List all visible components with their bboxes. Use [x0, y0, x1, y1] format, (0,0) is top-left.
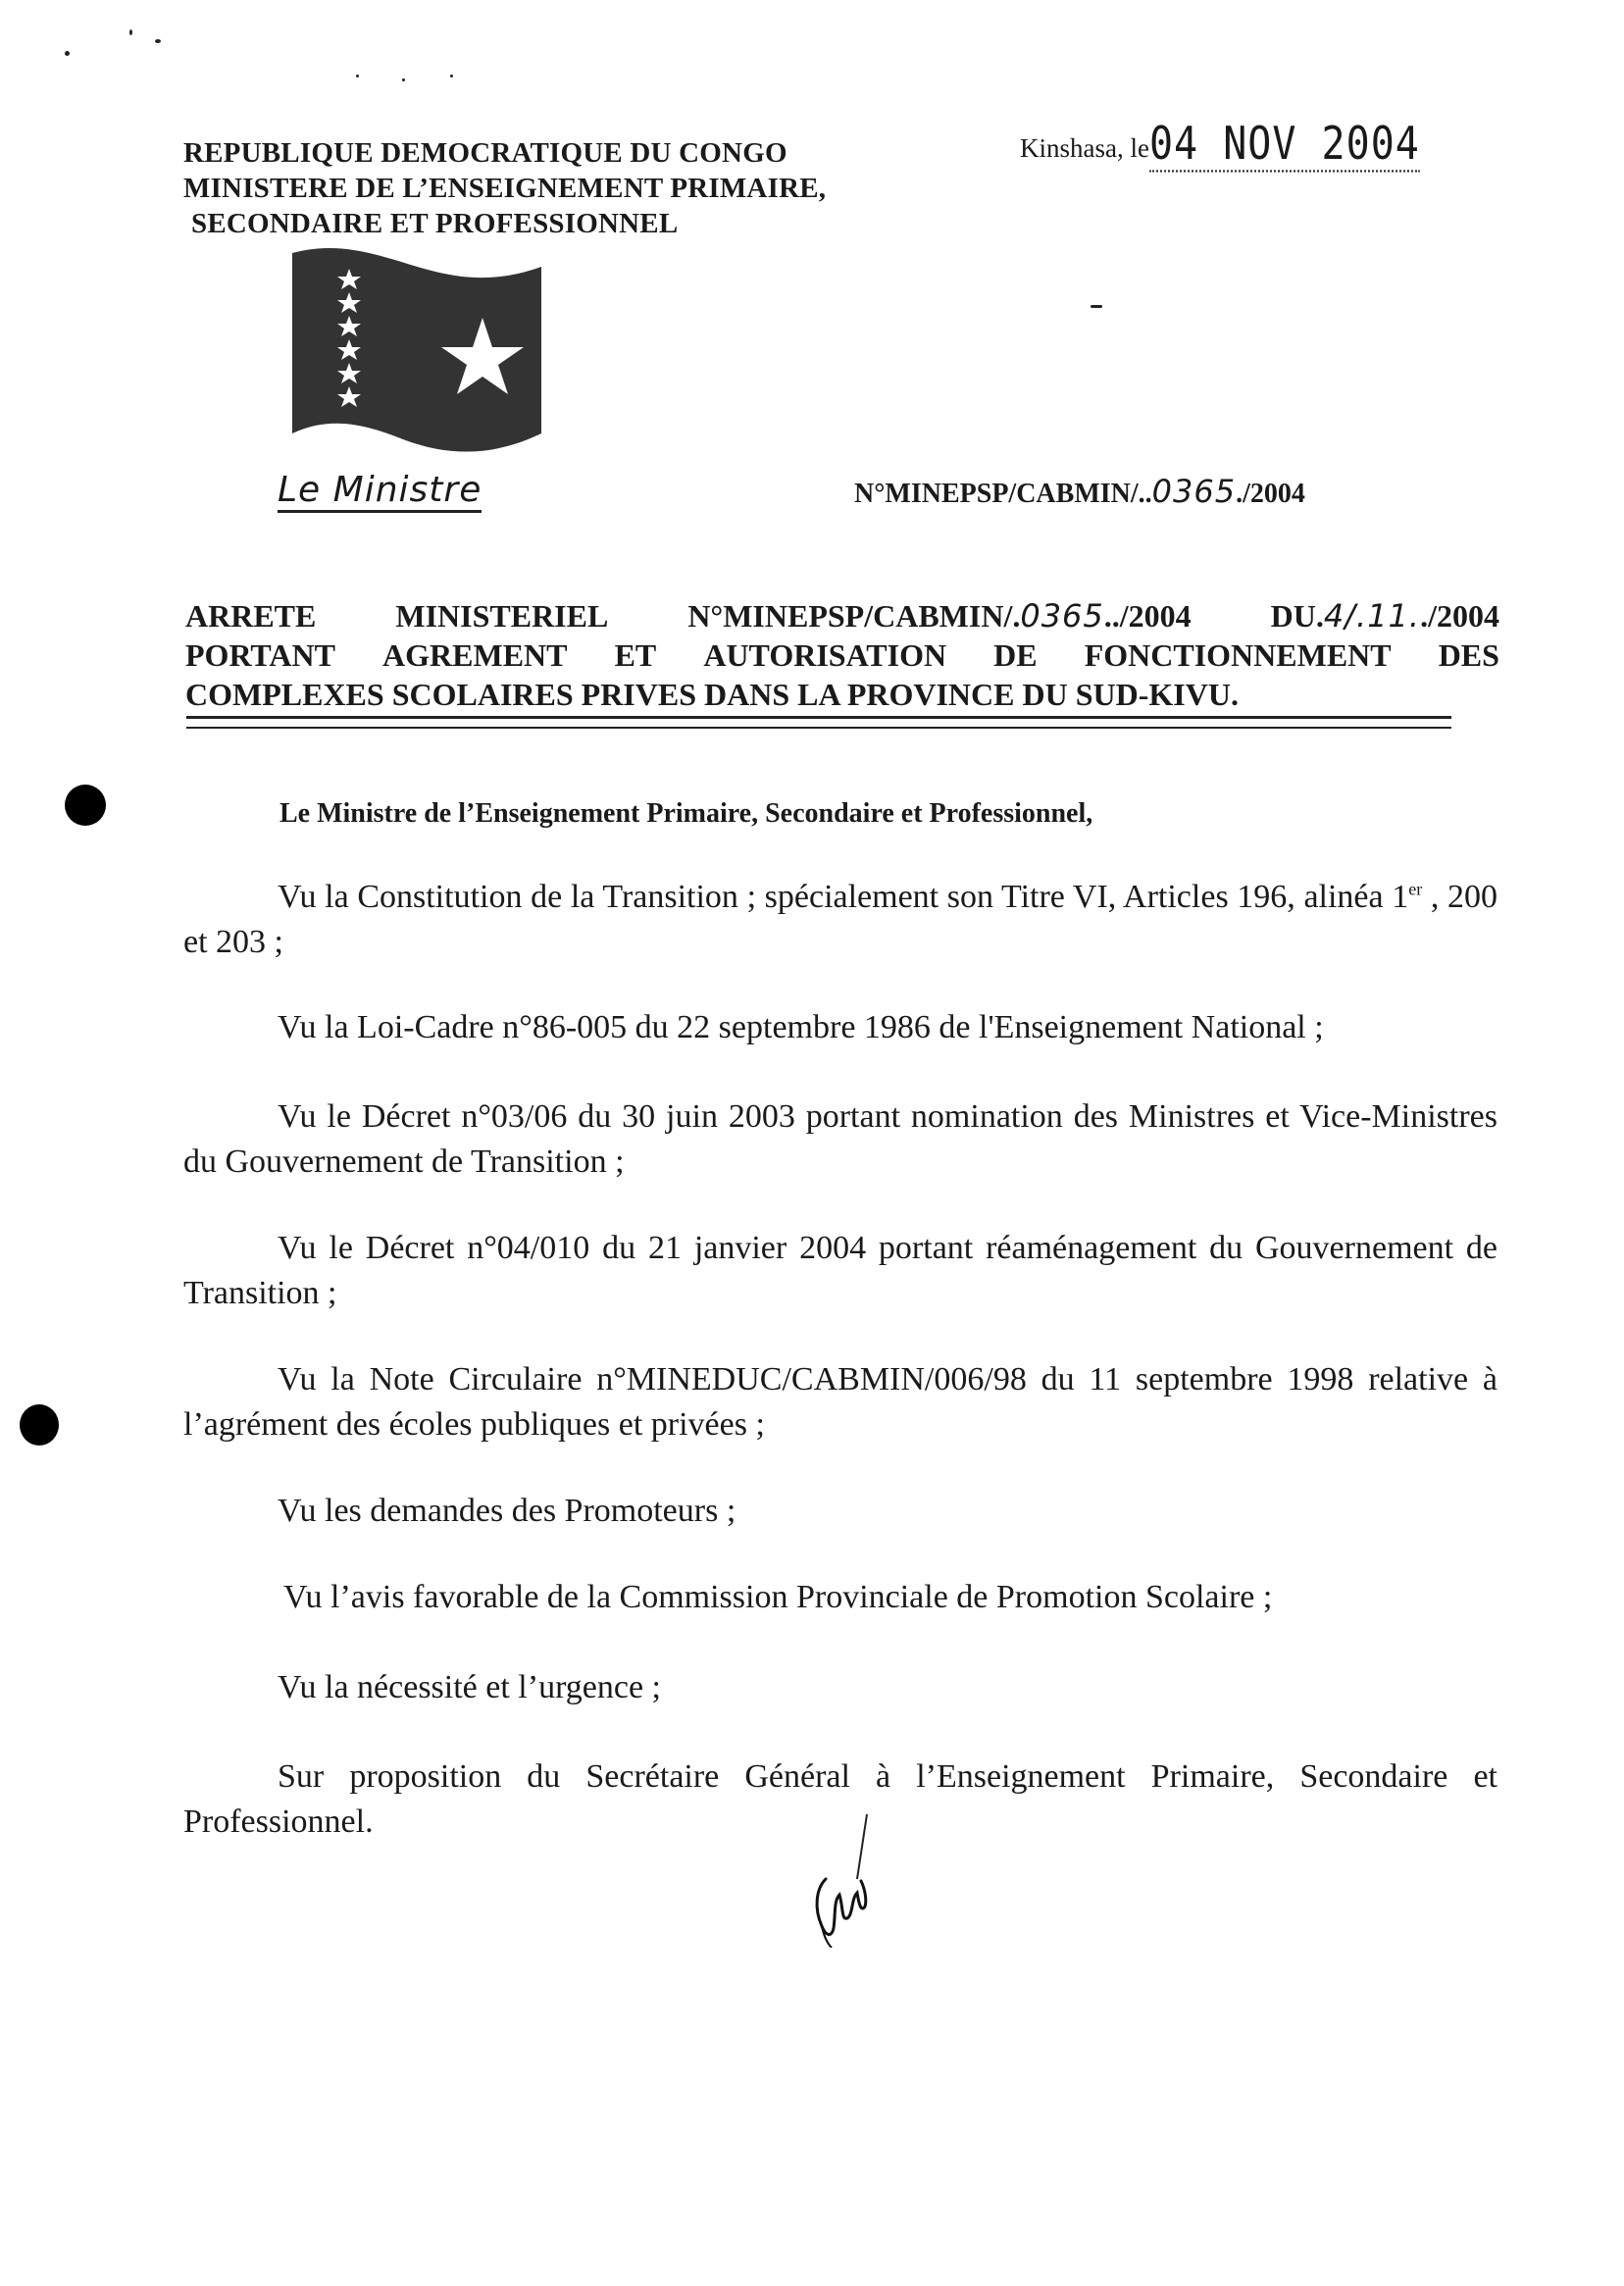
arrete-date-suffix: ./2004: [1420, 598, 1499, 634]
recital-text: Vu le Décret n°04/010 du 21 janvier 2004 portant réaménagement du Gouvernement de Transition ;: [183, 1230, 1497, 1311]
recital-text: Vu l’avis favorable de la Commission Provinciale de Promotion Scolaire ;: [283, 1579, 1273, 1615]
minister-signature-label: Le Ministre: [278, 471, 482, 513]
arrete-ref-prefix: N°MINEPSP/CABMIN/.: [687, 598, 1021, 634]
header-line: SECONDAIRE ET PROFESSIONNEL: [191, 208, 679, 239]
recital-avis: [183, 1575, 1497, 1620]
recital-text: Vu le Décret n°03/06 du 30 juin 2003 portant nomination des Ministres et Vice-Ministres du Gouvernement de Transition ;: [183, 1098, 1497, 1180]
recital-text: Sur proposition du Secrétaire Général à l’Enseignement Primaire, Secondaire et Professionnel.: [183, 1758, 1497, 1840]
handwritten-reference: 0365: [1151, 473, 1237, 510]
scan-speck: [402, 78, 405, 81]
punch-hole-icon: [20, 1404, 59, 1446]
recital-superscript: er: [1408, 879, 1423, 899]
recital-necessite: [183, 1665, 1497, 1710]
reference-prefix: N°MINEPSP/CABMIN/..: [854, 479, 1152, 509]
arrete-reference: [687, 596, 1191, 635]
recital-text: , 200 et 203 ;: [183, 879, 1498, 960]
scan-speck: [155, 39, 161, 43]
recital-text: Vu la nécessité et l’urgence ;: [278, 1669, 661, 1705]
place-label: Kinshasa, le: [1020, 133, 1149, 163]
recital-loi-cadre: [183, 1005, 1497, 1050]
recital-text: Vu la Note Circulaire n°MINEDUC/CABMIN/006/98 du 11 septembre 1998 relative à l’agrément des écoles publiques et privées ;: [183, 1361, 1497, 1443]
scan-speck: [356, 75, 359, 77]
arrete-ref-suffix: ../2004: [1103, 598, 1192, 634]
arrete-word: DE: [993, 637, 1038, 673]
arrete-line-1: [185, 596, 1499, 635]
place-date: [1020, 118, 1420, 171]
arrete-word: AGREMENT: [382, 637, 568, 673]
arrete-word: PORTANT: [185, 637, 335, 673]
recital-text: Vu la Constitution de la Transition ; spécialement son Titre VI, Articles 196, alinéa 1: [278, 879, 1409, 915]
scan-speck: [65, 51, 70, 56]
scan-speck: [129, 29, 132, 35]
arrete-date: [1271, 596, 1499, 635]
header-line: MINISTERE DE L’ENSEIGNEMENT PRIMAIRE,: [183, 173, 827, 204]
recital-decret-reamenagement: [183, 1226, 1497, 1316]
handwritten-initials-icon: [806, 1810, 885, 1948]
arrete-handwritten-number: 0365: [1020, 597, 1104, 635]
handwritten-date: 04 NOV 2004: [1149, 118, 1420, 172]
preamble-intro: Le Ministre de l’Enseignement Primaire, Secondaire et Professionnel,: [279, 798, 1093, 829]
recital-note-circulaire: [183, 1357, 1497, 1448]
recital-constitution: [183, 875, 1497, 965]
title-double-underline: [186, 716, 1451, 729]
arrete-word: ET: [614, 637, 657, 673]
arrete-word: FONCTIONNEMENT: [1084, 637, 1392, 673]
issuing-authority: [183, 135, 826, 241]
reference-number: [854, 473, 1305, 510]
scan-speck: [1091, 305, 1102, 308]
scan-speck: [450, 75, 453, 77]
arrete-word: MINISTERIEL: [395, 598, 609, 634]
recital-decret-nomination: [183, 1094, 1497, 1185]
punch-hole-icon: [65, 785, 106, 826]
arrete-du: DU.: [1270, 598, 1324, 634]
arrete-title: [185, 596, 1499, 714]
reference-suffix: ./2004: [1236, 479, 1305, 509]
arrete-word: AUTORISATION: [703, 637, 947, 673]
recital-text: Vu la Loi-Cadre n°86-005 du 22 septembre 1986 de l'Enseignement National ;: [278, 1009, 1324, 1045]
arrete-handwritten-date: 4/.11.: [1323, 597, 1421, 635]
arrete-word: ARRETE: [185, 598, 317, 634]
arrete-line-2: [185, 635, 1499, 675]
arrete-line-3: COMPLEXES SCOLAIRES PRIVES DANS LA PROVINCE DU SUD-KIVU.: [185, 677, 1239, 712]
header-line: REPUBLIQUE DEMOCRATIQUE DU CONGO: [183, 137, 787, 169]
recital-text: Vu les demandes des Promoteurs ;: [278, 1493, 736, 1529]
arrete-word: DES: [1438, 637, 1499, 673]
drc-flag-icon: [290, 247, 545, 465]
recital-demandes: [183, 1489, 1497, 1534]
